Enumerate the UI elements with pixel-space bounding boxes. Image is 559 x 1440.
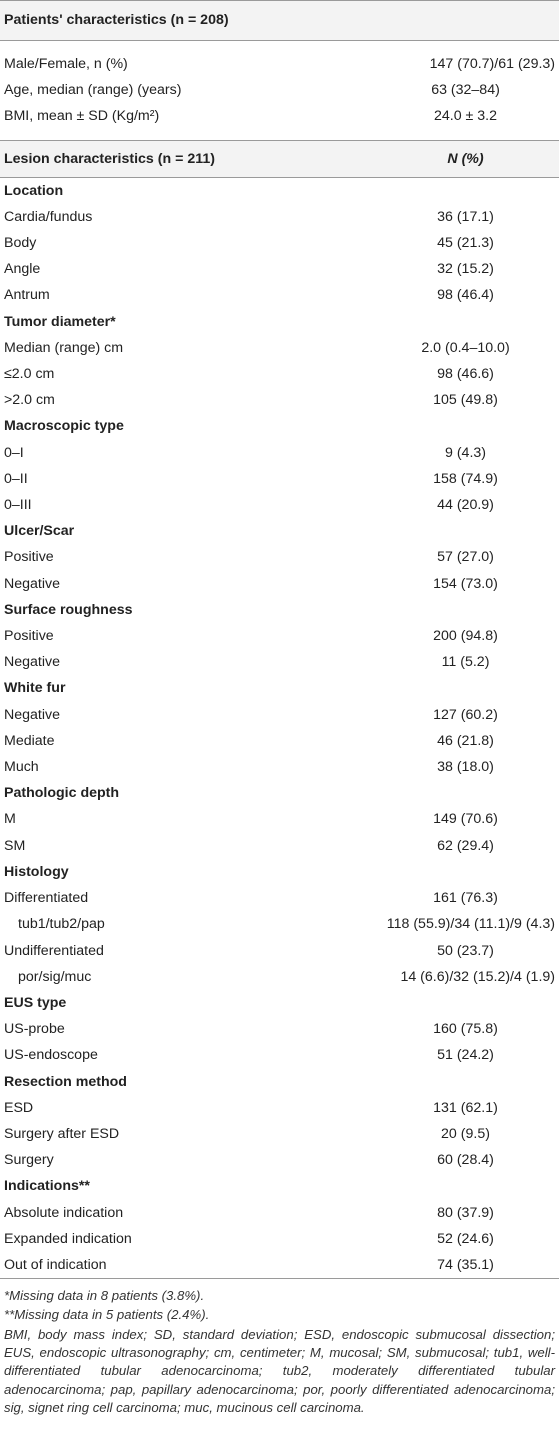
row-value: 51 (24.2) (437, 1047, 494, 1064)
lesions-header-row (0, 140, 559, 177)
row-label: 0–I (4, 444, 24, 461)
row-value: 131 (62.1) (433, 1099, 498, 1116)
table-row (0, 256, 559, 282)
table-row (0, 728, 559, 754)
row-value: 52 (24.6) (437, 1230, 494, 1247)
row-label: Expanded indication (4, 1230, 132, 1247)
row-value: 62 (29.4) (437, 837, 494, 854)
table-row (0, 1016, 559, 1042)
table-row (0, 1252, 559, 1279)
row-label: Out of indication (0, 1252, 372, 1279)
section-header-row (0, 1173, 559, 1199)
spacer-cell (0, 41, 559, 52)
row-label: 0–II (4, 470, 28, 487)
row-value: 74 (35.1) (372, 1252, 559, 1279)
row-value: 80 (37.9) (437, 1204, 494, 1221)
table-row (0, 964, 559, 990)
section-header-row (0, 859, 559, 885)
row-value: 98 (46.6) (437, 366, 494, 383)
patients-row-sex (0, 51, 559, 77)
patients-row-age (0, 77, 559, 103)
patients-title-row (0, 1, 559, 41)
lesions-value-header: N (%) (372, 140, 559, 177)
table-row (0, 1226, 559, 1252)
table-row (0, 1095, 559, 1121)
row-value: 127 (60.2) (433, 706, 498, 723)
row-label: >2.0 cm (4, 392, 55, 409)
row-label: Undifferentiated (4, 942, 104, 959)
row-label: Antrum (4, 287, 50, 304)
section-header-row (0, 597, 559, 623)
row-label: M (4, 811, 16, 828)
table-row (0, 282, 559, 308)
section-header: Ulcer/Scar (4, 523, 75, 540)
row-label: Negative (4, 575, 60, 592)
section-header: Surface roughness (4, 601, 133, 618)
row-value: 161 (76.3) (433, 890, 498, 907)
table-row (0, 361, 559, 387)
section-header-row (0, 990, 559, 1016)
section-header: Tumor diameter* (4, 313, 116, 330)
row-value: 50 (23.7) (437, 942, 494, 959)
row-value: 118 (55.9)/34 (11.1)/9 (4.3) (386, 916, 556, 933)
row-label: 0–III (4, 497, 32, 514)
row-value: 158 (74.9) (433, 470, 498, 487)
table-row (0, 911, 559, 937)
table-footnotes (0, 1279, 559, 1417)
row-label: Surgery after ESD (4, 1125, 120, 1142)
lesions-title: Lesion characteristics (n = 211) (0, 140, 372, 177)
row-value: 57 (27.0) (437, 549, 494, 566)
row-value: 2.0 (0.4–10.0) (421, 339, 510, 356)
row-value: 200 (94.8) (433, 628, 498, 645)
section-header: Macroscopic type (4, 418, 124, 435)
table-row (0, 466, 559, 492)
section-header-row (0, 675, 559, 701)
row-value: 11 (5.2) (441, 654, 490, 671)
row-label: Median (range) cm (4, 339, 124, 356)
row-value: 24.0 ± 3.2 (434, 108, 498, 125)
row-value: 45 (21.3) (437, 235, 494, 252)
row-value: 9 (4.3) (445, 444, 487, 461)
row-label: Positive (4, 549, 54, 566)
row-label: Much (4, 759, 39, 776)
table-row (0, 440, 559, 466)
table-row (0, 387, 559, 413)
table-row (0, 1200, 559, 1226)
table-row (0, 754, 559, 780)
section-header: EUS type (4, 994, 67, 1011)
footnote-2: **Missing data in 5 patients (2.4%). (4, 1307, 210, 1323)
section-header: Histology (4, 863, 69, 880)
row-label: ≤2.0 cm (4, 366, 55, 383)
row-label: BMI, mean ± SD (Kg/m²) (4, 108, 160, 125)
row-label: Mediate (4, 732, 55, 749)
patients-title: Patients' characteristics (n = 208) (0, 1, 559, 41)
section-header: White fur (4, 680, 66, 697)
table-row (0, 230, 559, 256)
table-row (0, 806, 559, 832)
table-row (0, 335, 559, 361)
row-value: 160 (75.8) (433, 1021, 498, 1038)
table-row (0, 833, 559, 859)
row-label: ESD (4, 1099, 34, 1116)
row-value: 149 (70.6) (433, 811, 498, 828)
row-label: tub1/tub2/pap (18, 916, 105, 933)
section-header-row (0, 177, 559, 204)
table-row (0, 492, 559, 518)
table-row (0, 702, 559, 728)
row-value: 63 (32–84) (431, 82, 500, 99)
section-header: Pathologic depth (4, 785, 120, 802)
row-label: Absolute indication (4, 1204, 124, 1221)
row-value: 36 (17.1) (437, 208, 494, 225)
spacer-row (0, 41, 559, 52)
row-label: Cardia/fundus (4, 208, 93, 225)
section-header-row (0, 518, 559, 544)
section-header-row (0, 309, 559, 335)
row-value: 147 (70.7)/61 (29.3) (429, 56, 556, 72)
row-label: Surgery (4, 1152, 54, 1169)
row-value: 38 (18.0) (437, 759, 494, 776)
row-value: 32 (15.2) (437, 261, 494, 278)
row-value: 98 (46.4) (437, 287, 494, 304)
table-row (0, 544, 559, 570)
row-value: 154 (73.0) (433, 575, 498, 592)
spacer-row (0, 130, 559, 141)
table-row (0, 1147, 559, 1173)
section-header-row (0, 413, 559, 439)
table-row (0, 1042, 559, 1068)
row-label: US-endoscope (4, 1047, 98, 1064)
row-label: por/sig/muc (18, 968, 92, 985)
section-header: Resection method (4, 1073, 127, 1090)
section-header: Location (4, 182, 64, 199)
section-header-row (0, 1069, 559, 1095)
row-label: SM (4, 837, 26, 854)
row-value: 60 (28.4) (437, 1152, 494, 1169)
row-value: 44 (20.9) (437, 497, 494, 514)
table-row (0, 623, 559, 649)
row-label: Angle (4, 261, 41, 278)
footnote-abbreviations: BMI, body mass index; SD, standard deviation; ESD, endoscopic submucosal dissection; EUS, endoscopic ultrasonography; cm, centimeter; M, mucosal; SM, submucosal; tub1, well-differentiated tubular adenocarcinoma; tub2, moderately differentiated tubular adenocarcinoma; pap, papillary adenocarcinoma; por, poorly differentiated adenocarcinoma; sig, signet ring cell carcinoma; muc, mucinous cell carcinoma. (4, 1326, 555, 1415)
row-value: 20 (9.5) (441, 1125, 490, 1142)
row-label: US-probe (4, 1021, 65, 1038)
row-value: 46 (21.8) (437, 732, 494, 749)
table-body (0, 1, 559, 1279)
footnote-1: *Missing data in 8 patients (3.8%). (4, 1288, 205, 1304)
row-label: Body (4, 235, 37, 252)
row-label: Positive (4, 628, 54, 645)
row-label: Male/Female, n (%) (4, 56, 128, 72)
row-label: Differentiated (4, 890, 89, 907)
table-row (0, 204, 559, 230)
row-label: Negative (4, 706, 60, 723)
table-row (0, 938, 559, 964)
row-value: 105 (49.8) (433, 392, 498, 409)
table-row (0, 649, 559, 675)
table-row (0, 1121, 559, 1147)
row-value: 14 (6.6)/32 (15.2)/4 (1.9) (400, 968, 556, 985)
patients-row-bmi (0, 103, 559, 129)
spacer-cell (0, 130, 559, 141)
row-label: Negative (4, 654, 60, 671)
table-row (0, 885, 559, 911)
table-row (0, 571, 559, 597)
section-header: Indications** (4, 1178, 90, 1195)
section-header-row (0, 780, 559, 806)
row-label: Age, median (range) (years) (4, 82, 182, 99)
